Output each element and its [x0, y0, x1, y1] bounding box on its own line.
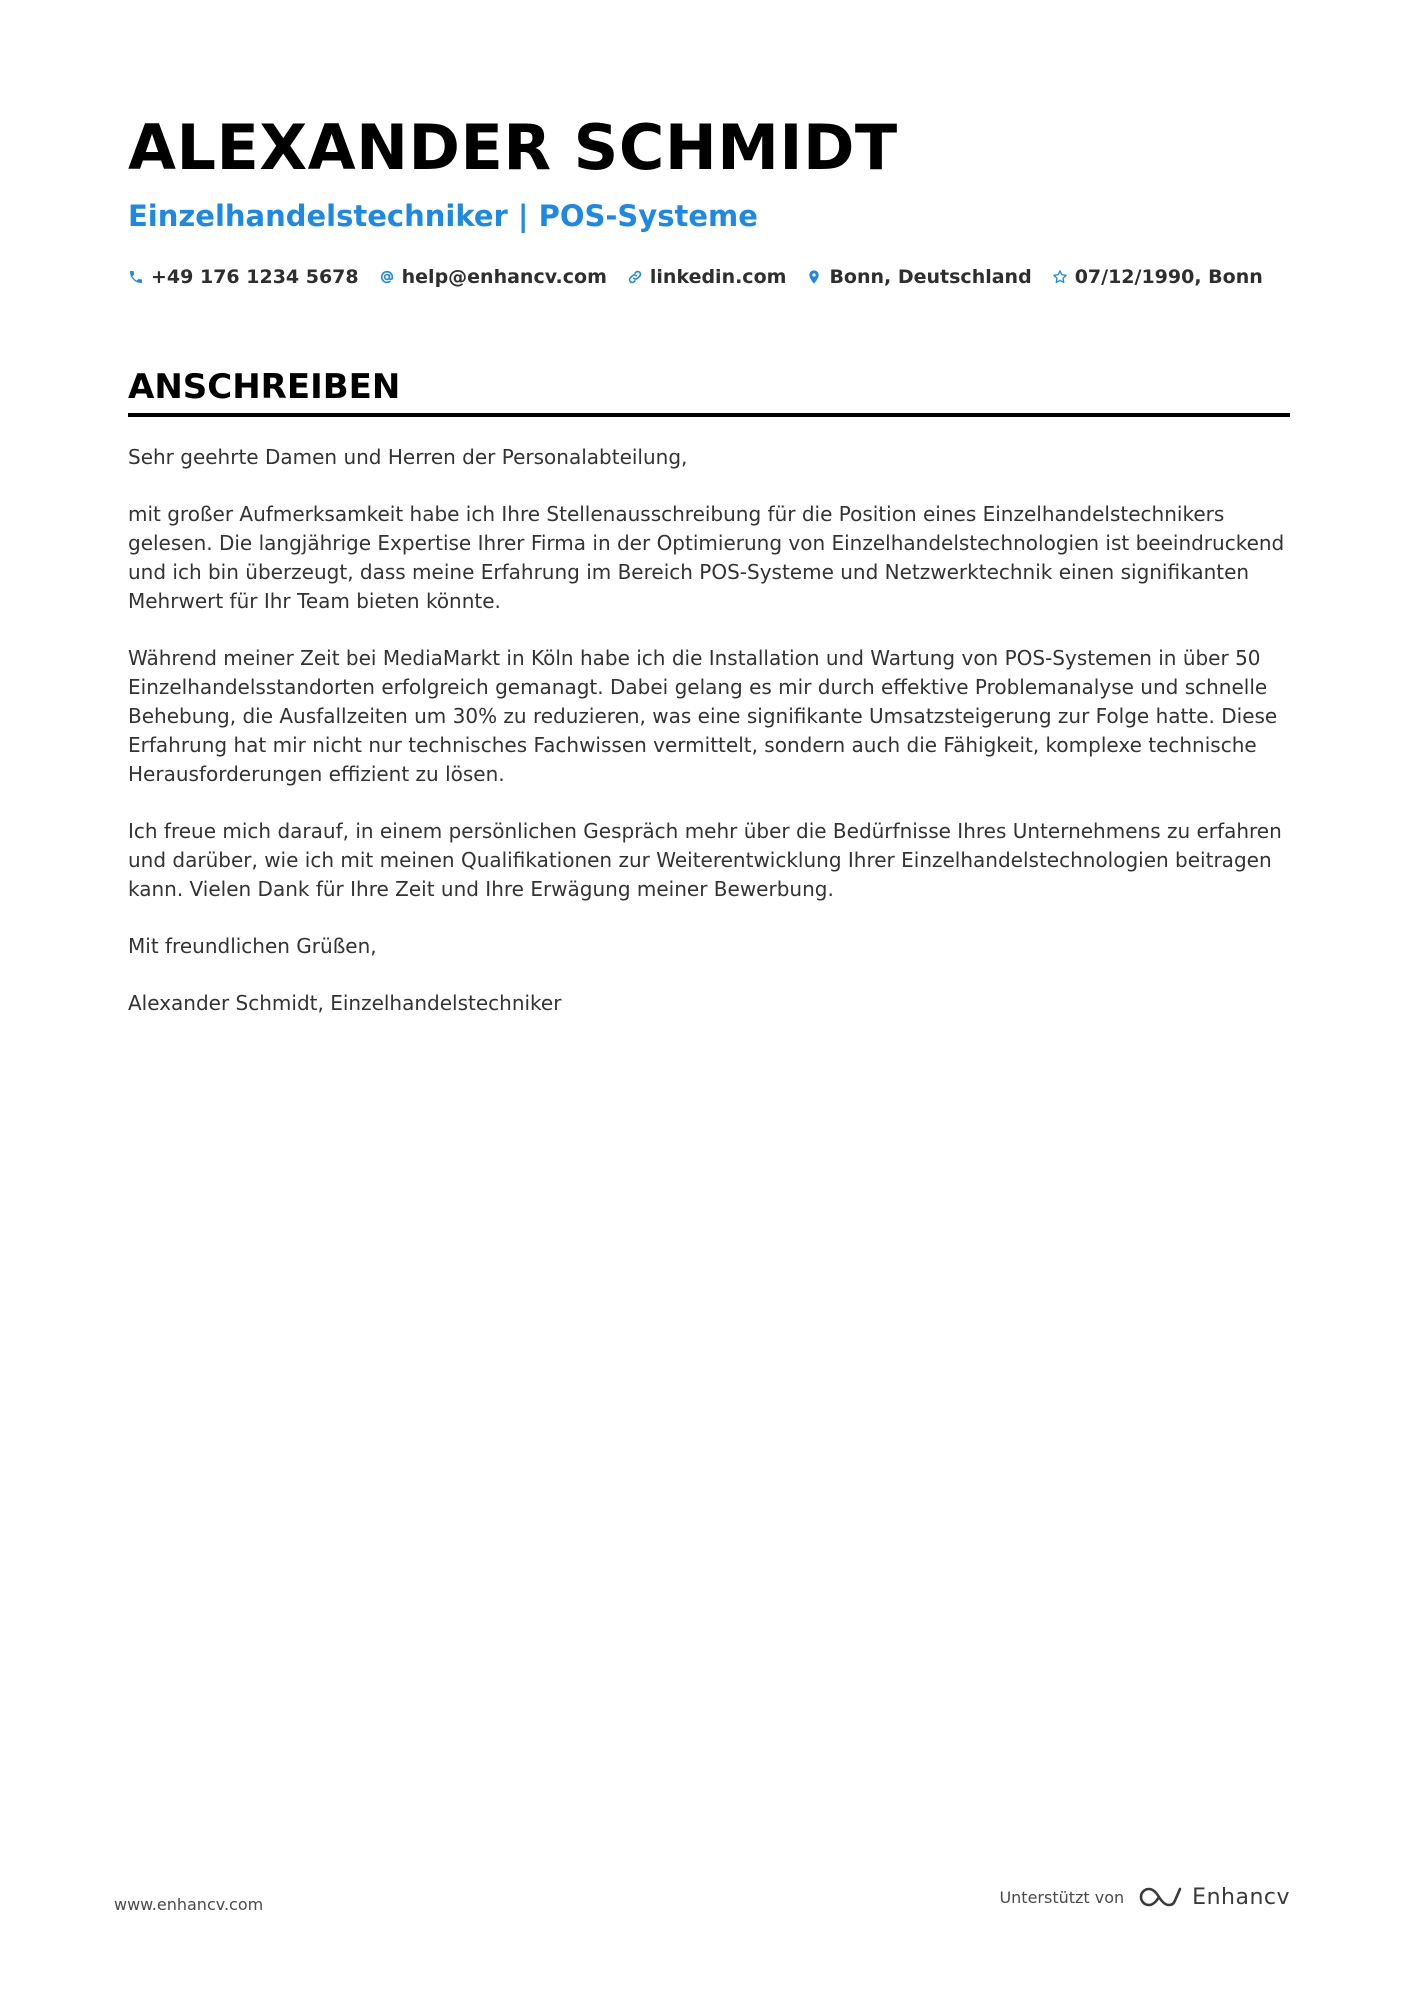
birth-text: 07/12/1990, Bonn — [1074, 266, 1263, 288]
section-divider — [128, 413, 1290, 417]
footer-website[interactable]: www.enhancv.com — [114, 1895, 264, 1914]
signature: Alexander Schmidt, Einzelhandelstechniker — [128, 991, 562, 1015]
email-text: help@enhancv.com — [401, 266, 607, 288]
contact-phone — [128, 266, 359, 288]
closing: Mit freundlichen Grüßen, — [128, 934, 377, 958]
at-icon — [379, 269, 395, 285]
brand-name: Enhancv — [1192, 1884, 1290, 1910]
location-pin-icon — [806, 269, 822, 285]
letter-body — [128, 443, 1290, 1018]
footer-branding — [999, 1884, 1290, 1910]
powered-by-label: Unterstützt von — [999, 1887, 1125, 1907]
linkedin-text: linkedin.com — [649, 266, 787, 288]
job-title: Einzelhandelstechniker | POS-Systeme — [128, 199, 758, 233]
candidate-name: ALEXANDER SCHMIDT — [128, 111, 898, 184]
contact-email[interactable] — [379, 266, 607, 288]
contact-row — [128, 262, 1288, 292]
paragraph-intro: mit großer Aufmerksamkeit habe ich Ihre Stellenausschreibung für die Position eines Einzelhandelstechnikers gelesen. Die langjährige Expertise Ihrer Firma in der Optimierung von Einzelhandelstechnologien ist beeindruckend und ich bin überzeugt, dass meine Erfahrung im Bereich POS-Systeme und Netzwerktechnik einen signifikanten Mehrwert für Ihr Team bieten könnte. — [128, 502, 1285, 613]
location-text: Bonn, Deutschland — [829, 266, 1032, 288]
cover-letter-section — [128, 365, 1290, 1046]
phone-text: +49 176 1234 5678 — [151, 266, 359, 288]
contact-linkedin[interactable] — [627, 266, 787, 288]
salutation: Sehr geehrte Damen und Herren der Personalabteilung, — [128, 445, 688, 469]
phone-icon — [128, 269, 144, 285]
link-icon — [627, 269, 643, 285]
header — [128, 112, 1288, 292]
section-title: ANSCHREIBEN — [128, 367, 401, 407]
paragraph-closing: Ich freue mich darauf, in einem persönlichen Gespräch mehr über die Bedürfnisse Ihres Unternehmens zu erfahren und darüber, wie ich mit meinen Qualifikationen zur Weiterentwicklung Ihrer Einzelhandelstechnologien beitragen kann. Vielen Dank für Ihre Zeit und Ihre Erwägung meiner Bewerbung. — [128, 819, 1282, 901]
enhancv-logo-icon — [1136, 1884, 1182, 1910]
star-icon — [1052, 269, 1068, 285]
contact-birth — [1052, 266, 1263, 288]
paragraph-experience: Während meiner Zeit bei MediaMarkt in Köln habe ich die Installation und Wartung von POS-Systemen in über 50 Einzelhandelsstandorten erfolgreich gemanagt. Dabei gelang es mir durch effektive Problemanalyse und schnelle Behebung, die Ausfallzeiten um 30% zu reduzieren, was eine signifikante Umsatzsteigerung zur Folge hatte. Diese Erfahrung hat mir nicht nur technisches Fachwissen vermittelt, sondern auch die Fähigkeit, komplexe technische Herausforderungen effizient zu lösen. — [128, 646, 1278, 786]
contact-location — [806, 266, 1031, 288]
